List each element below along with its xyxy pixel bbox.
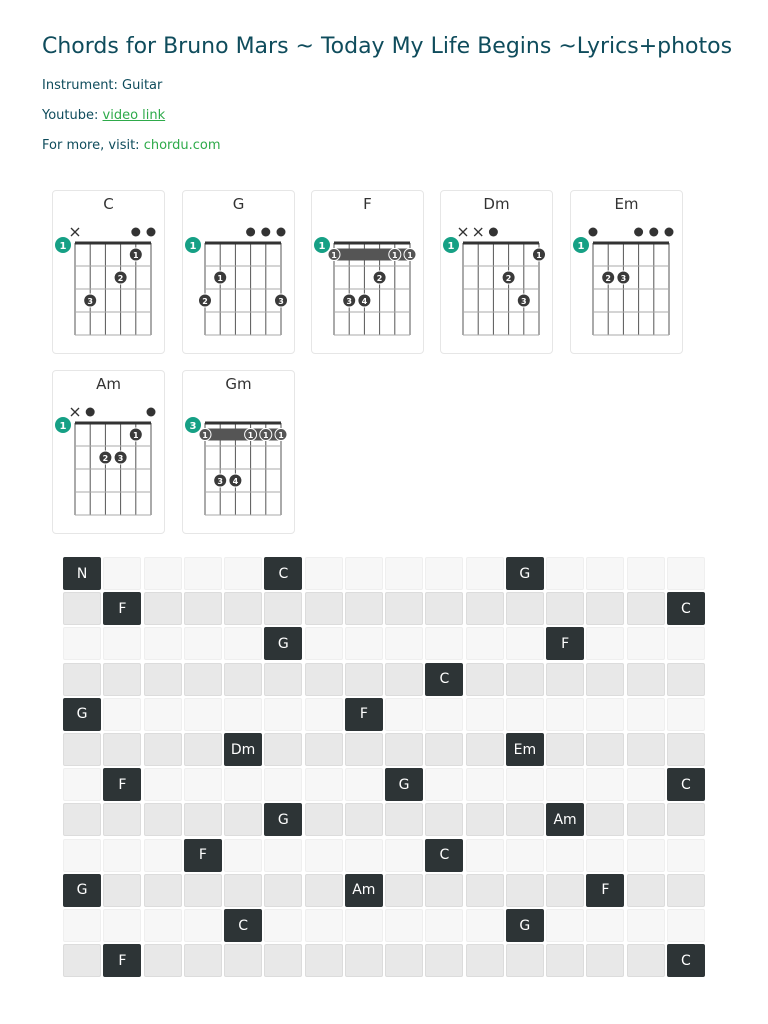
- fret-number: 3: [189, 421, 197, 432]
- chord-cell-g[interactable]: G: [385, 768, 423, 801]
- empty-beat-cell: [385, 663, 423, 696]
- finger-number: 2: [117, 274, 124, 283]
- finger-number: 3: [87, 297, 93, 306]
- empty-beat-cell: [385, 698, 423, 731]
- fret-number: 1: [318, 241, 326, 252]
- fret-number: 1: [59, 241, 67, 252]
- finger-number: 4: [361, 297, 368, 306]
- empty-beat-cell: [184, 909, 222, 942]
- chord-card-dm: [440, 190, 553, 354]
- finger-number: 3: [346, 297, 352, 306]
- finger-number: 3: [620, 274, 627, 283]
- empty-beat-cell: [144, 874, 182, 907]
- chord-diagram: [183, 219, 296, 341]
- empty-beat-cell: [144, 557, 182, 590]
- empty-beat-cell: [345, 803, 383, 836]
- empty-beat-cell: [144, 592, 182, 625]
- more-line: [42, 138, 221, 153]
- empty-beat-cell: [425, 874, 463, 907]
- empty-beat-cell: [224, 592, 262, 625]
- empty-beat-cell: [627, 909, 665, 942]
- chord-cell-g[interactable]: G: [264, 627, 302, 660]
- empty-beat-cell: [184, 733, 222, 766]
- chordu-link[interactable]: chordu.com: [143, 138, 221, 153]
- empty-beat-cell: [224, 627, 262, 660]
- empty-beat-cell: [224, 803, 262, 836]
- empty-beat-cell: [546, 592, 584, 625]
- empty-beat-cell: [466, 698, 504, 731]
- empty-beat-cell: [546, 874, 584, 907]
- chord-cell-c[interactable]: C: [425, 663, 463, 696]
- open-string-marker: [261, 228, 270, 237]
- chord-cell-em[interactable]: Em: [506, 733, 544, 766]
- empty-beat-cell: [425, 909, 463, 942]
- finger-number: 1: [536, 251, 542, 260]
- chord-name: F: [363, 195, 372, 213]
- page-title: Chords for Bruno Mars ~ Today My Life Begins ~Lyrics+photos: [42, 34, 733, 59]
- finger-number: 1: [278, 431, 284, 440]
- empty-beat-cell: [305, 557, 343, 590]
- empty-beat-cell: [144, 909, 182, 942]
- empty-beat-cell: [103, 874, 141, 907]
- empty-beat-cell: [144, 733, 182, 766]
- empty-beat-cell: [264, 698, 302, 731]
- empty-beat-cell: [466, 733, 504, 766]
- empty-beat-cell: [425, 557, 463, 590]
- empty-beat-cell: [506, 803, 544, 836]
- empty-beat-cell: [627, 803, 665, 836]
- more-label: For more, visit:: [42, 138, 144, 153]
- empty-beat-cell: [385, 839, 423, 872]
- empty-beat-cell: [586, 627, 624, 660]
- empty-beat-cell: [345, 944, 383, 977]
- empty-beat-cell: [425, 627, 463, 660]
- empty-beat-cell: [546, 839, 584, 872]
- empty-beat-cell: [184, 768, 222, 801]
- empty-beat-cell: [466, 803, 504, 836]
- barre: [199, 429, 287, 441]
- empty-beat-cell: [546, 663, 584, 696]
- empty-beat-cell: [385, 874, 423, 907]
- empty-beat-cell: [184, 698, 222, 731]
- empty-beat-cell: [586, 944, 624, 977]
- chord-cell-dm[interactable]: Dm: [224, 733, 262, 766]
- empty-beat-cell: [305, 592, 343, 625]
- empty-beat-cell: [546, 698, 584, 731]
- empty-beat-cell: [667, 733, 705, 766]
- instrument-label: Instrument: Guitar: [42, 78, 163, 93]
- empty-beat-cell: [506, 768, 544, 801]
- chord-card-f: [311, 190, 424, 354]
- empty-beat-cell: [103, 803, 141, 836]
- chord-card-g: [182, 190, 295, 354]
- empty-beat-cell: [305, 839, 343, 872]
- empty-beat-cell: [425, 698, 463, 731]
- finger-number: 3: [521, 297, 527, 306]
- open-string-marker: [634, 228, 643, 237]
- empty-beat-cell: [385, 733, 423, 766]
- empty-beat-cell: [667, 627, 705, 660]
- chord-diagram: [53, 399, 166, 521]
- open-string-marker: [589, 228, 598, 237]
- chord-cell-c[interactable]: C: [224, 909, 262, 942]
- chord-card-c: [52, 190, 165, 354]
- finger-number: 1: [247, 431, 254, 440]
- chord-card-am: [52, 370, 165, 534]
- empty-beat-cell: [425, 733, 463, 766]
- chord-cell-c[interactable]: C: [425, 839, 463, 872]
- empty-beat-cell: [63, 839, 101, 872]
- chord-cell-g[interactable]: G: [63, 874, 101, 907]
- empty-beat-cell: [224, 557, 262, 590]
- finger-number: 1: [133, 431, 139, 440]
- empty-beat-cell: [385, 909, 423, 942]
- empty-beat-cell: [144, 839, 182, 872]
- chord-cell-f[interactable]: F: [103, 768, 141, 801]
- empty-beat-cell: [103, 663, 141, 696]
- empty-beat-cell: [264, 768, 302, 801]
- empty-beat-cell: [627, 663, 665, 696]
- empty-beat-cell: [305, 698, 343, 731]
- empty-beat-cell: [184, 874, 222, 907]
- empty-beat-cell: [264, 733, 302, 766]
- empty-beat-cell: [63, 592, 101, 625]
- finger-number: 1: [133, 251, 139, 260]
- chord-card-em: [570, 190, 683, 354]
- muted-string-marker: [474, 228, 482, 236]
- muted-string-marker: [71, 228, 79, 236]
- empty-beat-cell: [627, 874, 665, 907]
- empty-beat-cell: [345, 839, 383, 872]
- empty-beat-cell: [586, 663, 624, 696]
- empty-beat-cell: [345, 627, 383, 660]
- empty-beat-cell: [305, 803, 343, 836]
- empty-beat-cell: [627, 839, 665, 872]
- empty-beat-cell: [103, 839, 141, 872]
- open-string-marker: [147, 408, 156, 417]
- finger-number: 2: [202, 297, 208, 306]
- empty-beat-cell: [546, 944, 584, 977]
- open-string-marker: [246, 228, 255, 237]
- empty-beat-cell: [627, 698, 665, 731]
- empty-beat-cell: [627, 592, 665, 625]
- empty-beat-cell: [627, 768, 665, 801]
- empty-beat-cell: [586, 557, 624, 590]
- empty-beat-cell: [144, 944, 182, 977]
- chord-cell-f[interactable]: F: [103, 944, 141, 977]
- empty-beat-cell: [506, 944, 544, 977]
- chord-card-gm: [182, 370, 295, 534]
- chord-cell-g[interactable]: G: [63, 698, 101, 731]
- empty-beat-cell: [305, 627, 343, 660]
- chord-name: C: [103, 195, 114, 213]
- empty-beat-cell: [667, 663, 705, 696]
- empty-beat-cell: [345, 768, 383, 801]
- open-string-marker: [665, 228, 674, 237]
- empty-beat-cell: [546, 909, 584, 942]
- empty-beat-cell: [345, 663, 383, 696]
- empty-beat-cell: [506, 627, 544, 660]
- empty-beat-cell: [586, 803, 624, 836]
- empty-beat-cell: [224, 944, 262, 977]
- empty-beat-cell: [506, 839, 544, 872]
- empty-beat-cell: [224, 698, 262, 731]
- empty-beat-cell: [466, 874, 504, 907]
- empty-beat-cell: [184, 627, 222, 660]
- empty-beat-cell: [466, 839, 504, 872]
- open-string-marker: [649, 228, 658, 237]
- empty-beat-cell: [627, 944, 665, 977]
- empty-beat-cell: [345, 557, 383, 590]
- finger-number: 1: [392, 251, 398, 260]
- chord-cell-f[interactable]: F: [546, 627, 584, 660]
- empty-beat-cell: [345, 909, 383, 942]
- empty-beat-cell: [305, 909, 343, 942]
- chord-name: Gm: [225, 375, 252, 393]
- empty-beat-cell: [103, 733, 141, 766]
- empty-beat-cell: [264, 592, 302, 625]
- empty-beat-cell: [305, 944, 343, 977]
- chord-cell-am[interactable]: Am: [345, 874, 383, 907]
- empty-beat-cell: [144, 803, 182, 836]
- chord-cell-c[interactable]: C: [264, 557, 302, 590]
- empty-beat-cell: [425, 768, 463, 801]
- empty-beat-cell: [506, 592, 544, 625]
- finger-number: 1: [202, 431, 208, 440]
- chord-cell-f[interactable]: F: [586, 874, 624, 907]
- empty-beat-cell: [184, 557, 222, 590]
- empty-beat-cell: [425, 803, 463, 836]
- chord-diagram: [53, 219, 166, 341]
- finger-number: 3: [117, 454, 124, 463]
- empty-beat-cell: [345, 592, 383, 625]
- chord-cell-g[interactable]: G: [506, 909, 544, 942]
- muted-string-marker: [459, 228, 467, 236]
- empty-beat-cell: [627, 733, 665, 766]
- empty-beat-cell: [586, 768, 624, 801]
- empty-beat-cell: [305, 874, 343, 907]
- finger-number: 3: [217, 477, 223, 486]
- empty-beat-cell: [506, 698, 544, 731]
- empty-beat-cell: [63, 768, 101, 801]
- finger-number: 2: [605, 274, 611, 283]
- finger-number: 2: [505, 274, 512, 283]
- chord-name: Em: [614, 195, 639, 213]
- empty-beat-cell: [63, 733, 101, 766]
- empty-beat-cell: [466, 557, 504, 590]
- empty-beat-cell: [466, 944, 504, 977]
- empty-beat-cell: [224, 663, 262, 696]
- empty-beat-cell: [667, 839, 705, 872]
- empty-beat-cell: [385, 627, 423, 660]
- empty-beat-cell: [506, 663, 544, 696]
- empty-beat-cell: [184, 944, 222, 977]
- empty-beat-cell: [627, 557, 665, 590]
- empty-beat-cell: [385, 944, 423, 977]
- chord-diagram: [312, 219, 425, 341]
- video-link[interactable]: video link: [102, 108, 166, 123]
- empty-beat-cell: [184, 592, 222, 625]
- empty-beat-cell: [667, 874, 705, 907]
- empty-beat-cell: [144, 768, 182, 801]
- empty-beat-cell: [546, 768, 584, 801]
- chord-name: Dm: [483, 195, 510, 213]
- empty-beat-cell: [546, 733, 584, 766]
- empty-beat-cell: [264, 839, 302, 872]
- empty-beat-cell: [466, 663, 504, 696]
- empty-beat-cell: [385, 557, 423, 590]
- empty-beat-cell: [466, 592, 504, 625]
- chord-name: G: [232, 195, 245, 213]
- fret-number: 1: [577, 241, 585, 252]
- empty-beat-cell: [63, 944, 101, 977]
- chord-cell-c[interactable]: C: [667, 768, 705, 801]
- empty-beat-cell: [224, 839, 262, 872]
- open-string-marker: [277, 228, 286, 237]
- empty-beat-cell: [103, 698, 141, 731]
- empty-beat-cell: [466, 627, 504, 660]
- finger-number: 1: [217, 274, 223, 283]
- fret-number: 1: [189, 241, 197, 252]
- empty-beat-cell: [627, 627, 665, 660]
- open-string-marker: [131, 228, 140, 237]
- chord-cell-g[interactable]: G: [506, 557, 544, 590]
- open-string-marker: [147, 228, 156, 237]
- empty-beat-cell: [144, 698, 182, 731]
- empty-beat-cell: [63, 909, 101, 942]
- empty-beat-cell: [586, 733, 624, 766]
- chord-diagram: [183, 399, 296, 521]
- chord-name: Am: [96, 375, 121, 393]
- empty-beat-cell: [224, 768, 262, 801]
- empty-beat-cell: [586, 698, 624, 731]
- finger-number: 1: [331, 251, 337, 260]
- empty-beat-cell: [103, 627, 141, 660]
- chord-cell-f[interactable]: F: [184, 839, 222, 872]
- fret-number: 1: [447, 241, 455, 252]
- empty-beat-cell: [63, 803, 101, 836]
- open-string-marker: [489, 228, 498, 237]
- empty-beat-cell: [144, 663, 182, 696]
- empty-beat-cell: [385, 803, 423, 836]
- empty-beat-cell: [144, 627, 182, 660]
- empty-beat-cell: [103, 909, 141, 942]
- open-string-marker: [86, 408, 95, 417]
- chord-cell-c[interactable]: C: [667, 944, 705, 977]
- empty-beat-cell: [305, 663, 343, 696]
- chord-progression-grid: [63, 557, 707, 977]
- fret-number: 1: [59, 421, 67, 432]
- chord-cell-f[interactable]: F: [103, 592, 141, 625]
- youtube-line: [42, 108, 165, 123]
- empty-beat-cell: [466, 909, 504, 942]
- empty-beat-cell: [184, 663, 222, 696]
- empty-beat-cell: [667, 909, 705, 942]
- chord-diagram: [571, 219, 684, 341]
- chord-cell-am[interactable]: Am: [546, 803, 584, 836]
- empty-beat-cell: [425, 944, 463, 977]
- empty-beat-cell: [385, 592, 423, 625]
- empty-beat-cell: [667, 803, 705, 836]
- empty-beat-cell: [506, 874, 544, 907]
- empty-beat-cell: [264, 874, 302, 907]
- finger-number: 4: [232, 477, 239, 486]
- empty-beat-cell: [546, 557, 584, 590]
- finger-number: 1: [263, 431, 269, 440]
- empty-beat-cell: [305, 733, 343, 766]
- empty-beat-cell: [586, 909, 624, 942]
- empty-beat-cell: [264, 663, 302, 696]
- finger-number: 1: [407, 251, 413, 260]
- empty-beat-cell: [425, 592, 463, 625]
- empty-beat-cell: [103, 557, 141, 590]
- empty-beat-cell: [586, 592, 624, 625]
- muted-string-marker: [71, 408, 79, 416]
- empty-beat-cell: [466, 768, 504, 801]
- chord-cell-c[interactable]: C: [667, 592, 705, 625]
- chord-diagram: [441, 219, 554, 341]
- empty-beat-cell: [63, 627, 101, 660]
- empty-beat-cell: [345, 733, 383, 766]
- chord-cell-n[interactable]: N: [63, 557, 101, 590]
- empty-beat-cell: [184, 803, 222, 836]
- chord-cell-f[interactable]: F: [345, 698, 383, 731]
- barre: [328, 249, 416, 261]
- finger-number: 2: [102, 454, 109, 463]
- chord-cell-g[interactable]: G: [264, 803, 302, 836]
- empty-beat-cell: [264, 909, 302, 942]
- empty-beat-cell: [264, 944, 302, 977]
- empty-beat-cell: [63, 663, 101, 696]
- empty-beat-cell: [667, 557, 705, 590]
- empty-beat-cell: [224, 874, 262, 907]
- empty-beat-cell: [305, 768, 343, 801]
- empty-beat-cell: [586, 839, 624, 872]
- youtube-label: Youtube:: [42, 108, 103, 123]
- empty-beat-cell: [667, 698, 705, 731]
- finger-number: 3: [278, 297, 284, 306]
- finger-number: 2: [376, 274, 383, 283]
